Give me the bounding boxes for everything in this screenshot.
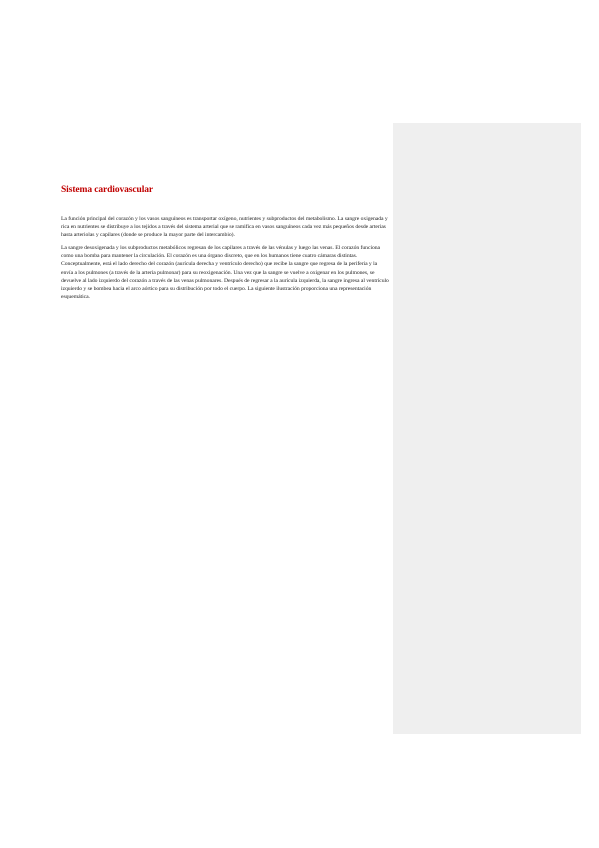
document-body <box>61 184 389 306</box>
section-heading: Sistema cardiovascular <box>61 185 153 195</box>
paragraph: La sangre desoxigenada y los subproductos metabólicos regresan de los capilares a través de las vénulas y luego las venas. El corazón funciona como una bomba para mantener la circulación. El corazón es una órgano discreto, que en los humanos tiene cuatro cámaras distintas. Conceptualmente, está el lado derecho del corazón (aurícula derecha y ventrículo derecho) que recibe la sangre que regresa de la periferia y la envía a los pulmones (a través de la arteria pulmonar) para su reoxigenación. Una vez que la sangre se vuelve a oxigenar en los pulmones, se devuelve al lado izquierdo del corazón a través de las venas pulmonares. Después de regresar a la aurícula izquierda, la sangre ingresa al ventrículo izquierdo y se bombea hacia el arco aórtico para su distribución por todo el cuerpo. La siguiente ilustración proporciona una representación esquemática. <box>61 245 389 300</box>
paragraph: La función principal del corazón y los vasos sanguíneos es transportar oxígeno, nutrientes y subproductos del metabolismo. La sangre oxigenada y rica en nutrientes se distribuye a los tejidos a través del sistema arterial que se ramifica en vasos sanguíneos cada vez más pequeños desde arterias hasta arteriolas y capilares (donde se produce la mayor parte del intercambio). <box>61 216 388 239</box>
comment-margin-pane <box>393 123 581 734</box>
